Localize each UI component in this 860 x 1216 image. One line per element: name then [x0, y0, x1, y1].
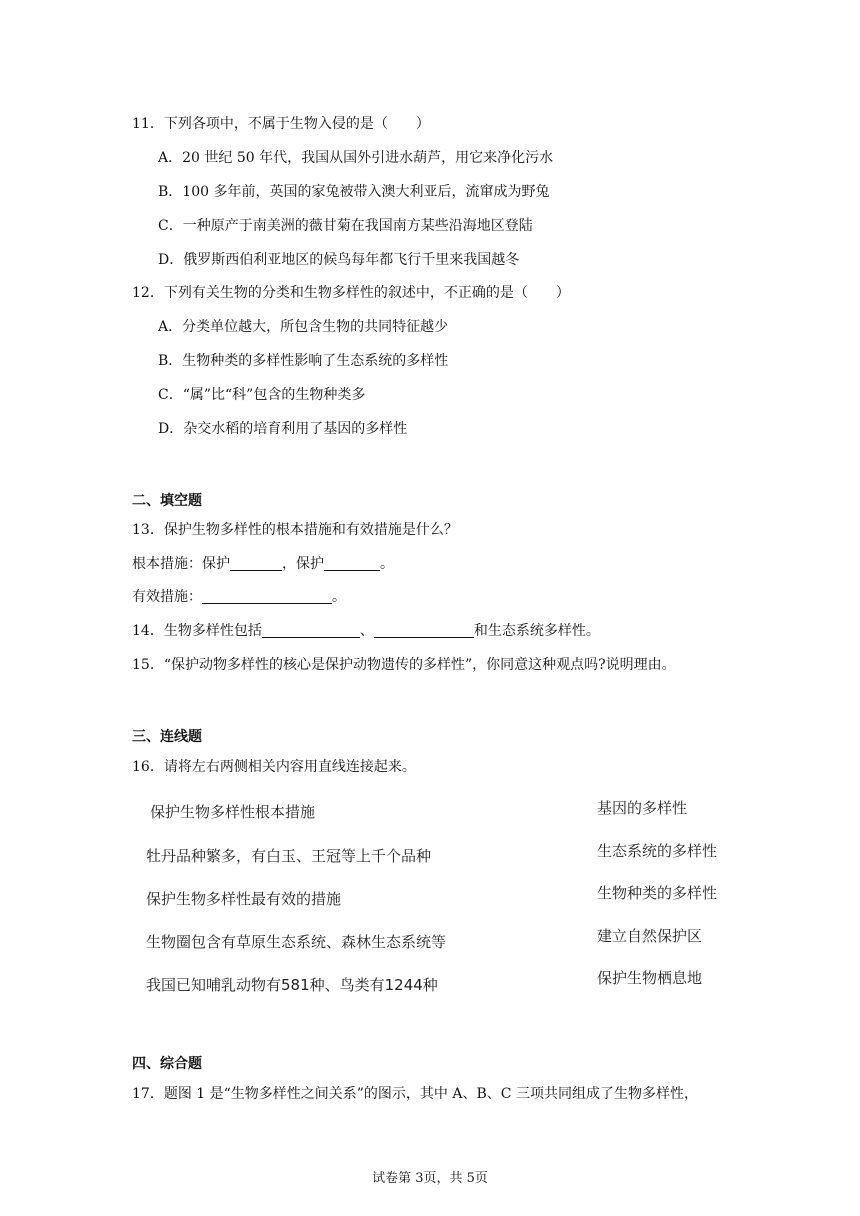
- q13-label-d: 有效措施：: [132, 589, 202, 605]
- q13-blank-3[interactable]: [202, 589, 332, 604]
- question-13-line-2: [132, 586, 346, 606]
- q13-blank-1[interactable]: [230, 556, 282, 571]
- q14-blank-2[interactable]: [374, 623, 474, 638]
- question-11-stem: 11．下列各项中，不属于生物入侵的是（ ）: [132, 116, 430, 132]
- question-12-option-c: C．“属”比“科”包含的生物种类多: [158, 387, 366, 403]
- q14-label-a: 14．生物多样性包括: [132, 623, 262, 639]
- section-2-title: 二、填空题: [132, 493, 202, 509]
- question-13-line-1: [132, 553, 394, 573]
- q13-blank-2[interactable]: [324, 556, 380, 571]
- match-right-item-3[interactable]: 生物种类的多样性: [597, 884, 718, 902]
- question-15: 15．“保护动物多样性的核心是保护动物遗传的多样性”，你同意这种观点吗?说明理由。: [132, 657, 676, 673]
- match-right-item-4[interactable]: 建立自然保护区: [597, 927, 703, 945]
- question-11-option-b: B．100 多年前，英国的家兔被带入澳大利亚后，流窜成为野兔: [158, 184, 550, 200]
- question-14: [132, 620, 600, 640]
- page-footer: 试卷第 3页，共 5页: [372, 1171, 488, 1186]
- question-16-stem: 16．请将左右两侧相关内容用直线连接起来。: [132, 759, 416, 775]
- question-12-option-d: D．杂交水稻的培育利用了基因的多样性: [158, 421, 408, 437]
- match-left-item-4[interactable]: 生物圈包含有草原生态系统、森林生态系统等: [146, 933, 447, 951]
- q13-label-e: 。: [332, 589, 346, 605]
- match-left-item-5[interactable]: 我国已知哺乳动物有581种、鸟类有1244种: [146, 976, 438, 994]
- question-12-option-a: A．分类单位越大，所包含生物的共同特征越少: [158, 319, 449, 335]
- question-12-option-b: B．生物种类的多样性影响了生态系统的多样性: [158, 353, 449, 369]
- match-right-item-5[interactable]: 保护生物栖息地: [597, 969, 703, 987]
- q13-label-c: 。: [380, 556, 394, 572]
- match-left-item-1[interactable]: 保护生物多样性根本措施: [150, 803, 316, 821]
- match-right-item-2[interactable]: 生态系统的多样性: [597, 842, 718, 860]
- question-11-option-a: A．20 世纪 50 年代，我国从国外引进水葫芦，用它来净化污水: [158, 150, 554, 166]
- section-4-title: 四、综合题: [132, 1056, 202, 1072]
- question-11-option-d: D．俄罗斯西伯利亚地区的候鸟每年都飞行千里来我国越冬: [158, 252, 520, 268]
- question-17-stem: 17．题图 1 是“生物多样性之间关系”的图示，其中 A、B、C 三项共同组成了生物多样性，: [132, 1086, 698, 1102]
- match-right-item-1[interactable]: 基因的多样性: [597, 799, 688, 817]
- q13-label-b: ，保护: [282, 556, 324, 572]
- question-12-stem: 12．下列有关生物的分类和生物多样性的叙述中，不正确的是（ ）: [132, 285, 570, 301]
- section-3-title: 三、连线题: [132, 729, 202, 745]
- question-13-stem: 13．保护生物多样性的根本措施和有效措施是什么？: [132, 522, 458, 538]
- question-11-option-c: C．一种原产于南美洲的薇甘菊在我国南方某些沿海地区登陆: [158, 218, 533, 234]
- match-left-item-3[interactable]: 保护生物多样性最有效的措施: [146, 890, 342, 908]
- match-left-item-2[interactable]: 牡丹品种繁多，有白玉、王冠等上千个品种: [146, 847, 432, 865]
- q14-label-c: 和生态系统多样性。: [473, 623, 600, 639]
- q14-label-b: 、: [359, 623, 374, 639]
- q14-blank-1[interactable]: [262, 623, 360, 638]
- q13-label-a: 根本措施：保护: [132, 556, 230, 572]
